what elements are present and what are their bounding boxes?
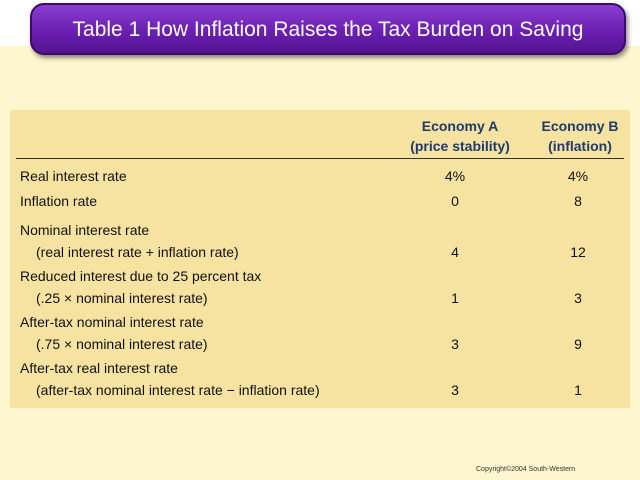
- row-label: [20, 311, 400, 355]
- slide-title: Table 1 How Inflation Raises the Tax Burden on Saving: [72, 17, 584, 41]
- cell-economy-a: 3: [451, 382, 459, 398]
- row-label-main: After-tax real interest rate: [20, 360, 178, 376]
- data-table: [10, 110, 630, 408]
- row-label-sub: (.25 × nominal interest rate): [36, 290, 208, 306]
- cell-economy-a: 4%: [444, 168, 466, 184]
- row-label: [20, 265, 400, 309]
- cell-economy-a: 0: [451, 193, 459, 209]
- row-label-main: Inflation rate: [20, 193, 98, 209]
- cell-economy-b: 12: [570, 244, 586, 260]
- column-header-title: Economy A: [421, 118, 499, 134]
- cell-economy-b: 4%: [567, 168, 589, 184]
- row-label-main: Reduced interest due to 25 percent tax: [20, 268, 262, 284]
- cell-economy-b: 3: [574, 290, 582, 306]
- row-label: [20, 219, 400, 263]
- row-label-sub: (after-tax nominal interest rate − inflation rate): [36, 382, 320, 398]
- row-label-main: After-tax nominal interest rate: [20, 314, 204, 330]
- column-header-economy-b: [530, 116, 630, 156]
- copyright-notice: Copyright©2004 South-Western: [476, 466, 576, 473]
- column-header-subtitle: (inflation): [548, 138, 612, 154]
- column-header-subtitle: (price stability): [410, 138, 510, 154]
- row-label-sub: (real interest rate + inflation rate): [36, 244, 239, 260]
- cell-economy-a: 4: [451, 244, 459, 260]
- row-label-main: Nominal interest rate: [20, 222, 150, 238]
- row-label: [20, 190, 400, 212]
- table-header: [10, 110, 630, 160]
- cell-economy-a: 3: [451, 336, 459, 352]
- row-label: [20, 357, 400, 401]
- title-banner: [30, 3, 626, 55]
- cell-economy-a: 1: [451, 290, 459, 306]
- column-header-title: Economy B: [541, 118, 619, 134]
- cell-economy-b: 8: [574, 193, 582, 209]
- header-divider: [16, 158, 624, 159]
- row-label-main: Real interest rate: [20, 168, 127, 184]
- cell-economy-b: 9: [574, 336, 582, 352]
- row-label: [20, 165, 400, 187]
- cell-economy-b: 1: [574, 382, 582, 398]
- row-label-sub: (.75 × nominal interest rate): [36, 336, 208, 352]
- column-header-economy-a: [390, 116, 530, 156]
